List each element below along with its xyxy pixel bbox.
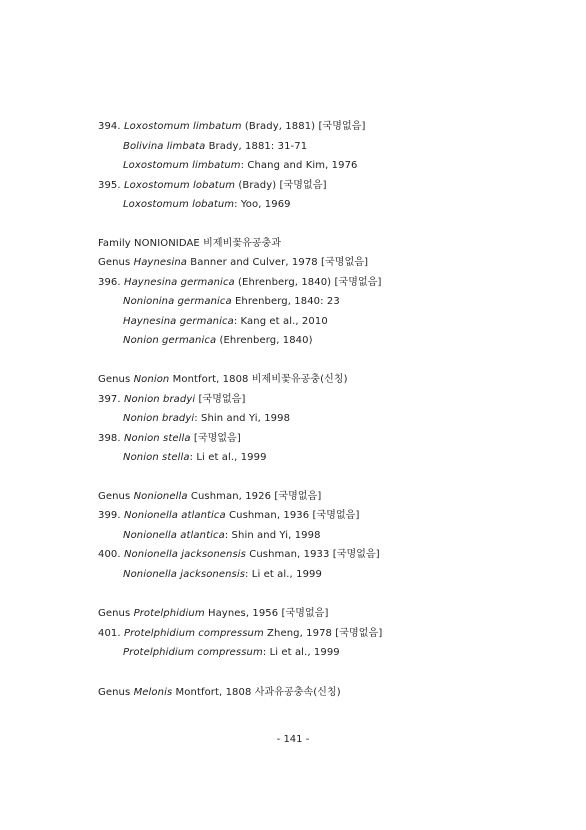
taxon-heading: [98, 607, 329, 621]
species-entry: [98, 276, 382, 290]
citation-text: Cushman, 1933 [국명없음]: [246, 549, 380, 560]
citation-text: Genus: [98, 608, 134, 619]
species-entry: [98, 509, 360, 523]
synonym-line: [123, 529, 321, 543]
citation-text: (Ehrenberg, 1840): [216, 335, 313, 346]
taxon-name: Nonionella jacksonensis: [123, 569, 246, 580]
taxon-name: Protelphidium compressum: [123, 628, 264, 639]
entry-number: 401.: [98, 628, 121, 639]
citation-text: Ehrenberg, 1840: 23: [231, 296, 340, 307]
taxon-name: Nonionella atlantica: [123, 530, 225, 541]
synonym-line: [123, 334, 313, 348]
taxon-name: Nonionella: [133, 491, 188, 502]
taxon-name: Loxostomum limbatum: [123, 160, 241, 171]
synonym-line: [123, 315, 328, 329]
citation-text: Genus: [98, 257, 134, 268]
species-entry: [98, 432, 241, 446]
taxon-name: Loxostomum limbatum: [123, 121, 242, 132]
taxon-name: Nonion stella: [123, 433, 191, 444]
citation-text: : Yoo, 1969: [234, 199, 291, 210]
taxon-name: Nonion bradyi: [123, 413, 195, 424]
synonym-line: [123, 140, 307, 154]
taxon-name: Nonion stella: [123, 452, 190, 463]
taxon-name: Nonionella atlantica: [123, 510, 226, 521]
citation-text: Cushman, 1926 [국명없음]: [187, 491, 322, 502]
citation-text: : Li et al., 1999: [189, 452, 267, 463]
taxon-name: Nonion bradyi: [123, 394, 196, 405]
species-entry: [98, 393, 246, 407]
entry-number: 399.: [98, 510, 121, 521]
taxon-name: Haynesina germanica: [123, 316, 234, 327]
citation-text: Haynes, 1956 [국명없음]: [204, 608, 329, 619]
species-entry: [98, 548, 380, 562]
citation-text: : Shin and Yi, 1998: [224, 530, 321, 541]
citation-text: Cushman, 1936 [국명없음]: [225, 510, 360, 521]
taxon-name: Nonionella jacksonensis: [123, 549, 246, 560]
taxon-name: Loxostomum lobatum: [123, 180, 236, 191]
taxon-name: Melonis: [133, 687, 173, 698]
taxon-heading: [98, 373, 348, 387]
citation-text: Genus: [98, 374, 134, 385]
taxon-name: Nonion germanica: [123, 335, 217, 346]
taxon-name: Protelphidium: [133, 608, 205, 619]
entry-number: 400.: [98, 549, 121, 560]
citation-text: (Ehrenberg, 1840) [국명없음]: [234, 277, 382, 288]
synonym-line: [123, 451, 267, 465]
species-entry: [98, 179, 327, 193]
citation-text: Genus: [98, 491, 134, 502]
taxon-heading: [98, 490, 321, 504]
citation-text: [국명없음]: [195, 394, 246, 405]
synonym-line: [123, 412, 290, 426]
citation-text: : Chang and Kim, 1976: [240, 160, 358, 171]
taxon-name: Bolivina limbata: [123, 141, 206, 152]
citation-text: Family NONIONIDAE 비제비꽃유공충과: [98, 238, 282, 249]
species-entry: [98, 627, 382, 641]
citation-text: [국명없음]: [190, 433, 241, 444]
citation-text: : Li et al., 1999: [245, 569, 322, 580]
entry-number: 398.: [98, 433, 121, 444]
citation-text: Montfort, 1808 사과유공충속(신칭): [172, 687, 341, 698]
citation-text: Zheng, 1978 [국명없음]: [263, 628, 383, 639]
citation-text: Genus: [98, 687, 134, 698]
taxon-name: Haynesina: [133, 257, 187, 268]
taxon-heading: [98, 237, 281, 251]
entry-number: 396.: [98, 277, 121, 288]
citation-text: Brady, 1881: 31-71: [205, 141, 308, 152]
citation-text: (Brady, 1881) [국명없음]: [241, 121, 366, 132]
taxon-name: Loxostomum lobatum: [123, 199, 235, 210]
synonym-line: [123, 295, 340, 309]
synonym-line: [123, 646, 340, 660]
citation-text: Montfort, 1808 비제비꽃유공충(신칭): [169, 374, 348, 385]
synonym-line: [123, 568, 322, 582]
citation-text: (Brady) [국명없음]: [235, 180, 327, 191]
citation-text: : Shin and Yi, 1998: [194, 413, 291, 424]
citation-text: : Kang et al., 2010: [233, 316, 328, 327]
entry-number: 397.: [98, 394, 121, 405]
species-entry: [98, 120, 365, 134]
entry-number: 395.: [98, 180, 121, 191]
taxon-name: Haynesina germanica: [123, 277, 235, 288]
taxon-heading: [98, 256, 368, 270]
page-number: - 141 -: [276, 734, 310, 745]
synonym-line: [123, 198, 291, 212]
taxon-heading: [98, 686, 341, 700]
synonym-line: [123, 159, 358, 173]
taxon-name: Nonionina germanica: [123, 296, 232, 307]
entry-number: 394.: [98, 121, 121, 132]
taxon-name: Nonion: [133, 374, 170, 385]
citation-text: Banner and Culver, 1978 [국명없음]: [187, 257, 369, 268]
taxon-name: Protelphidium compressum: [123, 647, 263, 658]
citation-text: : Li et al., 1999: [262, 647, 340, 658]
